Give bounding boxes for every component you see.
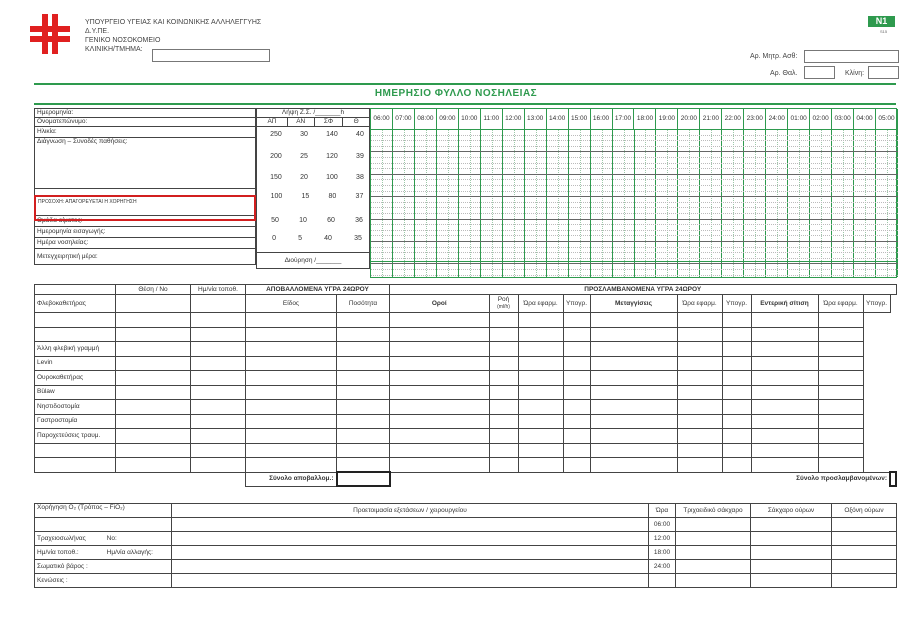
fluid-cell[interactable] (390, 371, 490, 386)
hour-grid-row (371, 241, 898, 242)
fluid-cell[interactable] (590, 443, 677, 458)
col-enteriki: Εντερική σίτιση (751, 295, 818, 313)
fluid-cell[interactable] (722, 458, 751, 473)
fluid-cell[interactable] (590, 414, 677, 429)
fluid-cell[interactable] (246, 443, 337, 458)
fluid-cell[interactable] (116, 385, 191, 400)
fluid-cell[interactable] (590, 371, 677, 386)
hour-header: 10:00 (459, 109, 481, 129)
hour-grid-row (371, 219, 898, 220)
prep-header: Προετοιμασία εξετάσεων / χειρουργείου (172, 504, 649, 518)
synolo-pros-label: Σύνολο προσλαμβανομένων: (390, 472, 891, 486)
col-oroi: Οροί (390, 295, 490, 313)
fluid-cell[interactable] (590, 313, 677, 328)
hour-header: 20:00 (678, 109, 700, 129)
fluid-cell[interactable] (337, 327, 390, 342)
bottom-table (34, 503, 897, 588)
fluid-cell[interactable] (246, 458, 337, 473)
hour-grid-row (371, 157, 898, 158)
fluid-cell[interactable] (116, 458, 191, 473)
fluid-cell[interactable] (116, 313, 191, 328)
fluid-cell[interactable] (722, 443, 751, 458)
fluid-cell[interactable] (116, 371, 191, 386)
fluid-cell[interactable] (722, 313, 751, 328)
org-line-hospital: ΓΕΝΙΚΟ ΝΟΣΟΚΟΜΕΙΟ (85, 37, 161, 44)
hospital-cross-logo (30, 14, 70, 54)
fluid-cell[interactable] (489, 414, 518, 429)
hour-header: 12:00 (503, 109, 525, 129)
hour-grid-row (371, 146, 898, 147)
fluid-cell[interactable] (722, 371, 751, 386)
fluid-cell[interactable] (390, 443, 490, 458)
hour-header: 02:00 (810, 109, 832, 129)
hour-header: 13:00 (525, 109, 547, 129)
fluid-cell[interactable] (489, 443, 518, 458)
fluid-cell[interactable] (818, 356, 863, 371)
col-ora-1: Ώρα εφαρμ. (518, 295, 563, 313)
fluid-cell[interactable] (722, 342, 751, 357)
table-row (35, 400, 897, 415)
hour-grid-row (371, 191, 898, 192)
fluid-cell[interactable] (563, 458, 590, 473)
org-line-clinic: ΚΛΙΝΙΚΗ/ΤΜΗΜΑ: (85, 46, 143, 53)
fluid-cell[interactable] (191, 400, 246, 415)
fluid-cell[interactable] (563, 342, 590, 357)
hour-grid-row (371, 168, 898, 169)
hour-grid-row (371, 196, 898, 197)
fluid-cell[interactable] (677, 429, 722, 444)
fluid-cell[interactable] (590, 385, 677, 400)
name-field[interactable]: Ονοματεπώνυμο: (35, 118, 256, 127)
hour-header: 15:00 (569, 109, 591, 129)
col-posotita: Ποσότητα (337, 295, 390, 313)
admission-field[interactable]: Ημερομηνία εισαγωγής: (35, 227, 256, 238)
fluid-cell[interactable] (191, 385, 246, 400)
fluid-cell[interactable] (722, 414, 751, 429)
fluid-cell[interactable] (246, 313, 337, 328)
fluid-cell[interactable] (751, 371, 818, 386)
fluid-cell[interactable] (818, 313, 863, 328)
title-top-rule (34, 83, 896, 85)
kenoseis-field[interactable]: Κενώσεις : (35, 574, 172, 588)
fluid-cell[interactable] (246, 429, 337, 444)
hourly-chart-grid[interactable] (370, 108, 897, 278)
scale-row-3: 150 20 100 38 (270, 174, 364, 181)
form-code-badge: N1 (868, 16, 895, 27)
fluid-cell[interactable] (337, 400, 390, 415)
ora-header: Ώρα (649, 504, 676, 518)
fluid-cell[interactable] (590, 429, 677, 444)
date-field[interactable]: Ημερομηνία: (35, 109, 256, 118)
hour-grid-row (371, 202, 898, 203)
fluid-cell[interactable] (489, 327, 518, 342)
trach-field[interactable]: Τραχειοσωλήνας (35, 532, 105, 546)
thal-label: Αρ. Θαλ. (770, 70, 798, 77)
fluid-cell[interactable] (518, 458, 563, 473)
hour-header: 05:00 (876, 109, 898, 129)
hour-grid-row (371, 140, 898, 141)
hour-grid-row (371, 263, 898, 264)
fluid-cell[interactable] (191, 443, 246, 458)
fluid-cell[interactable] (191, 342, 246, 357)
fluid-cell[interactable] (751, 385, 818, 400)
fluid-cell[interactable] (518, 371, 563, 386)
fluid-cell[interactable] (337, 356, 390, 371)
hour-header: 01:00 (788, 109, 810, 129)
fluid-col-hmnia: Ημ/νία τοποθ. (191, 285, 246, 295)
hour-grid-row (371, 135, 898, 136)
vitals-col-ap: ΑΠ (257, 118, 288, 127)
table-row (35, 356, 897, 371)
fluid-cell[interactable] (191, 414, 246, 429)
hour-header: 18:00 (635, 109, 657, 129)
hour-header: 08:00 (415, 109, 437, 129)
fluid-cell[interactable] (116, 443, 191, 458)
scale-row-5: 50 10 60 36 (271, 217, 363, 224)
fluid-cell[interactable] (191, 429, 246, 444)
table-row (35, 385, 897, 400)
fluid-cell[interactable] (116, 414, 191, 429)
fluid-cell[interactable] (563, 443, 590, 458)
hm-top-field[interactable]: Ημ/νία τοποθ.: (35, 546, 105, 560)
col-ypogr-1: Υπογρ. (563, 295, 590, 313)
fluid-cell[interactable] (518, 429, 563, 444)
fluid-cell[interactable] (818, 443, 863, 458)
oxoni-header: Οξόνη ούρων (832, 504, 897, 518)
time-2400: 24:00 (649, 560, 676, 574)
hour-grid-row (371, 258, 898, 259)
fluid-cell[interactable] (722, 327, 751, 342)
fluid-col-thesi: Θέση / Νο (116, 285, 191, 295)
hour-grid-row (371, 269, 898, 270)
fluid-cell[interactable] (590, 458, 677, 473)
fluid-cell[interactable] (677, 385, 722, 400)
fluid-cell[interactable] (751, 342, 818, 357)
fluid-cell[interactable] (246, 342, 337, 357)
hour-header: 16:00 (591, 109, 613, 129)
fluid-cell[interactable] (246, 385, 337, 400)
fluid-cell[interactable] (489, 429, 518, 444)
fluid-cell[interactable] (518, 313, 563, 328)
hour-header: 19:00 (656, 109, 678, 129)
fluid-cell[interactable] (116, 327, 191, 342)
fluid-cell[interactable] (563, 400, 590, 415)
table-row (35, 327, 897, 342)
fluid-cell[interactable] (722, 429, 751, 444)
fluid-cell[interactable] (818, 342, 863, 357)
fluid-cell[interactable] (818, 371, 863, 386)
hour-header: 04:00 (854, 109, 876, 129)
trach-no[interactable]: Νο: (105, 532, 172, 546)
hour-grid-row (371, 151, 898, 152)
o2-field[interactable]: Χορήγηση O₂ (Τρόπος – FiO₂) (35, 504, 172, 518)
synolo-apov-label: Σύνολο αποβαλλομ.: (246, 472, 337, 486)
fluid-cell[interactable] (518, 356, 563, 371)
postop-day-field[interactable]: Μετεγχειρητική μέρα: (35, 249, 256, 265)
fluid-cell[interactable] (818, 414, 863, 429)
tricho-header: Τριχοειδικό σάκχαρο (676, 504, 751, 518)
hour-header: 23:00 (744, 109, 766, 129)
page-title: ΗΜΕΡΗΣΙΟ ΦΥΛΛΟ ΝΟΣΗΛΕΙΑΣ (374, 88, 538, 99)
fluid-cell[interactable] (489, 342, 518, 357)
col-metaggiseis: Μεταγγίσεις (590, 295, 677, 313)
col-roi: Ροή (ml/h) (489, 295, 518, 313)
fluid-cell[interactable] (116, 356, 191, 371)
fluid-cell[interactable] (489, 313, 518, 328)
scale-row-6: 0 5 40 35 (272, 235, 362, 242)
fluid-cell[interactable] (818, 400, 863, 415)
fluid-cell[interactable] (677, 400, 722, 415)
fluid-cell[interactable] (563, 313, 590, 328)
fluid-cell[interactable] (518, 327, 563, 342)
fluid-cell[interactable] (390, 327, 490, 342)
vitals-col-sf: ΣΦ (314, 118, 343, 127)
fluid-cell[interactable] (563, 327, 590, 342)
fluid-cell[interactable] (590, 342, 677, 357)
col-ora-3: Ώρα εφαρμ. (818, 295, 863, 313)
fluid-cell[interactable] (722, 385, 751, 400)
fluid-cell[interactable] (191, 458, 246, 473)
device-flevokath[interactable]: Φλεβοκαθετήρας (35, 295, 116, 313)
fluid-cell[interactable] (563, 385, 590, 400)
klini-input[interactable] (868, 66, 899, 79)
fluid-cell[interactable] (489, 400, 518, 415)
device-label[interactable]: Bülaw (35, 385, 116, 400)
fluid-cell[interactable] (337, 385, 390, 400)
fluid-cell[interactable] (751, 458, 818, 473)
fluid-cell[interactable] (191, 356, 246, 371)
fluid-cell[interactable] (116, 429, 191, 444)
fluid-cell[interactable] (337, 371, 390, 386)
weight-field[interactable]: Σωματικό βάρος : (35, 560, 172, 574)
fluid-cell[interactable] (390, 356, 490, 371)
hour-grid-row (371, 252, 898, 253)
age-field[interactable]: Ηλικία: (35, 127, 256, 138)
hour-grid-row (371, 163, 898, 164)
fluid-cell[interactable] (677, 414, 722, 429)
hour-grid-row (371, 185, 898, 186)
fluid-cell[interactable] (489, 385, 518, 400)
hour-header: 11:00 (481, 109, 503, 129)
thal-input[interactable] (804, 66, 835, 79)
fluid-cell[interactable] (751, 443, 818, 458)
fluid-cell[interactable] (518, 400, 563, 415)
mitr-label: Αρ. Μητρ. Ασθ: (750, 53, 798, 60)
device-label[interactable]: Παροχετεύσεις τραυμ. (35, 429, 116, 444)
fluid-cell[interactable] (390, 313, 490, 328)
fluid-cell[interactable] (563, 371, 590, 386)
form-code-sub: S15 (880, 29, 888, 34)
fluid-cell[interactable] (246, 400, 337, 415)
title-bottom-rule (34, 103, 896, 105)
hours-bottom-rule (371, 261, 898, 262)
fluid-cell[interactable] (390, 414, 490, 429)
table-row (35, 342, 897, 357)
table-row (35, 458, 897, 473)
fluid-cell[interactable] (246, 371, 337, 386)
fluid-cell[interactable] (337, 458, 390, 473)
fluid-cell[interactable] (590, 356, 677, 371)
hour-header: 17:00 (613, 109, 635, 129)
device-label[interactable] (35, 443, 116, 458)
fluid-cell[interactable] (337, 414, 390, 429)
fluid-cell[interactable] (390, 458, 490, 473)
patient-info-table (34, 108, 256, 265)
hour-header: 06:00 (371, 109, 393, 129)
table-row (35, 443, 897, 458)
fluid-cell[interactable] (116, 400, 191, 415)
device-label[interactable]: Ουροκαθετήρας (35, 371, 116, 386)
fluid-cell[interactable] (116, 342, 191, 357)
sakx-header: Σάκχαρο ούρων (751, 504, 832, 518)
hour-grid-row (371, 235, 898, 236)
fluid-cell[interactable] (489, 371, 518, 386)
hour-grid-row (371, 207, 898, 208)
clinic-input[interactable] (152, 49, 270, 62)
fluid-cell[interactable] (677, 342, 722, 357)
fluid-cell[interactable] (337, 429, 390, 444)
fluid-cell[interactable] (818, 385, 863, 400)
fluid-cell[interactable] (722, 400, 751, 415)
synolo-apov-input[interactable] (337, 472, 390, 486)
fluid-cell[interactable] (518, 342, 563, 357)
hour-grid-row (371, 174, 898, 175)
device-label[interactable]: Νηστιδοστομία (35, 400, 116, 415)
hour-header: 09:00 (437, 109, 459, 129)
fluid-cell[interactable] (751, 356, 818, 371)
col-ypogr-3: Υπογρ. (863, 295, 890, 313)
table-row (35, 414, 897, 429)
fluid-cell[interactable] (590, 327, 677, 342)
fluid-cell[interactable] (191, 313, 246, 328)
fluid-cell[interactable] (246, 356, 337, 371)
fluid-cell[interactable] (518, 385, 563, 400)
scale-row-2: 200 25 120 39 (270, 153, 364, 160)
fluid-cell[interactable] (818, 458, 863, 473)
col-eidos: Είδος (246, 295, 337, 313)
hour-header: 22:00 (722, 109, 744, 129)
hour-grid-row (371, 224, 898, 225)
hour-grid-row (371, 230, 898, 231)
fluid-cell[interactable] (677, 458, 722, 473)
fluid-cell[interactable] (563, 414, 590, 429)
synolo-pros-input[interactable] (890, 472, 896, 486)
fluid-cell[interactable] (489, 458, 518, 473)
org-line-dype: Δ.Υ.ΠΕ. (85, 28, 110, 35)
fluid-cell[interactable] (677, 443, 722, 458)
hour-header: 21:00 (700, 109, 722, 129)
table-row (35, 371, 897, 386)
device-label[interactable]: Levin (35, 356, 116, 371)
vitals-scale-table (256, 108, 370, 269)
time-1200: 12:00 (649, 532, 676, 546)
scale-row-4: 100 15 80 37 (270, 193, 364, 200)
fluid-cell[interactable] (590, 400, 677, 415)
hour-header: 14:00 (547, 109, 569, 129)
fluid-cell[interactable] (191, 327, 246, 342)
hour-grid-row (371, 213, 898, 214)
fluid-cell[interactable] (677, 356, 722, 371)
fluid-cell[interactable] (563, 429, 590, 444)
hour-header: 07:00 (393, 109, 415, 129)
vitals-col-an: ΑΝ (287, 118, 314, 127)
diagnosis-field[interactable]: Διάγνωση – Συνοδές παθήσεις: (35, 138, 256, 189)
fluid-cell[interactable] (677, 313, 722, 328)
fluid-cell[interactable] (390, 385, 490, 400)
fluid-cell[interactable] (489, 356, 518, 371)
vitals-scale-area (257, 127, 370, 253)
pros-title: ΠΡΟΣΛΑΜΒΑΝΟΜΕΝΑ ΥΓΡΑ 24ΩΡΟΥ (390, 285, 897, 295)
fluid-cell[interactable] (818, 327, 863, 342)
hosp-day-field[interactable]: Ημέρα νοσηλείας: (35, 238, 256, 249)
fluid-cell[interactable] (818, 429, 863, 444)
fluid-cell[interactable] (246, 327, 337, 342)
fluid-cell[interactable] (191, 371, 246, 386)
hour-grid-row (371, 179, 898, 180)
fluid-cell[interactable] (563, 356, 590, 371)
totals-row (35, 472, 897, 486)
diourisi-label[interactable]: Διούρηση /_______ (257, 253, 370, 269)
fluid-cell[interactable] (518, 414, 563, 429)
fluid-cell[interactable] (751, 400, 818, 415)
col-ora-2: Ώρα εφαρμ. (677, 295, 722, 313)
device-label[interactable] (35, 327, 116, 342)
hour-header: 03:00 (832, 109, 854, 129)
fluid-cell[interactable] (677, 371, 722, 386)
table-row (35, 429, 897, 444)
fluids-table (34, 284, 897, 487)
fluid-cell[interactable] (337, 313, 390, 328)
fluid-cell[interactable] (751, 414, 818, 429)
time-0600: 06:00 (649, 518, 676, 532)
fluid-cell[interactable] (722, 356, 751, 371)
fluid-cell[interactable] (751, 313, 818, 328)
hm-all-field[interactable]: Ημ/νία αλλαγής: (105, 546, 172, 560)
fluid-cell[interactable] (751, 429, 818, 444)
time-1800: 18:00 (649, 546, 676, 560)
klini-label: Κλίνη: (845, 70, 865, 77)
device-label[interactable]: Γαστροστομία (35, 414, 116, 429)
warning-box[interactable]: ΠΡΟΣΟΧΗ: ΑΠΑΓΟΡΕΥΕΤΑΙ Η ΧΟΡΗΓΗΣΗ (34, 195, 256, 221)
fluid-cell[interactable] (390, 400, 490, 415)
hours-header-rule (371, 129, 898, 130)
device-label[interactable] (35, 313, 116, 328)
hour-grid-row (371, 247, 898, 248)
device-label[interactable]: Άλλη φλεβική γραμμή (35, 342, 116, 357)
fluid-cell[interactable] (337, 443, 390, 458)
col-ypogr-2: Υπογρ. (722, 295, 751, 313)
fluid-cell[interactable] (390, 342, 490, 357)
fluid-cell[interactable] (337, 342, 390, 357)
mitr-input[interactable] (804, 50, 899, 63)
org-line-ministry: ΥΠΟΥΡΓΕΙΟ ΥΓΕΙΑΣ ΚΑΙ ΚΟΙΝΩΝΙΚΗΣ ΑΛΛΗΛΕΓΓΥΗΣ (85, 19, 262, 26)
hour-header: 24:00 (766, 109, 788, 129)
fluid-cell[interactable] (390, 429, 490, 444)
scale-row-1: 250 30 140 40 (270, 131, 364, 138)
fluid-cell[interactable] (518, 443, 563, 458)
fluid-cell[interactable] (246, 414, 337, 429)
vitals-col-th: Θ (343, 118, 370, 127)
lipsi-label[interactable]: Λήψη Ζ.Σ. /_______h (257, 109, 370, 118)
fluid-cell[interactable] (751, 327, 818, 342)
table-row (35, 313, 897, 328)
device-label[interactable] (35, 458, 116, 473)
apov-title: ΑΠΟΒΑΛΛΟΜΕΝΑ ΥΓΡΑ 24ΩΡΟΥ (246, 285, 390, 295)
hour-grid-row (371, 275, 898, 276)
fluid-cell[interactable] (677, 327, 722, 342)
blood-field[interactable]: Ομάδα αίματος: (35, 216, 256, 227)
